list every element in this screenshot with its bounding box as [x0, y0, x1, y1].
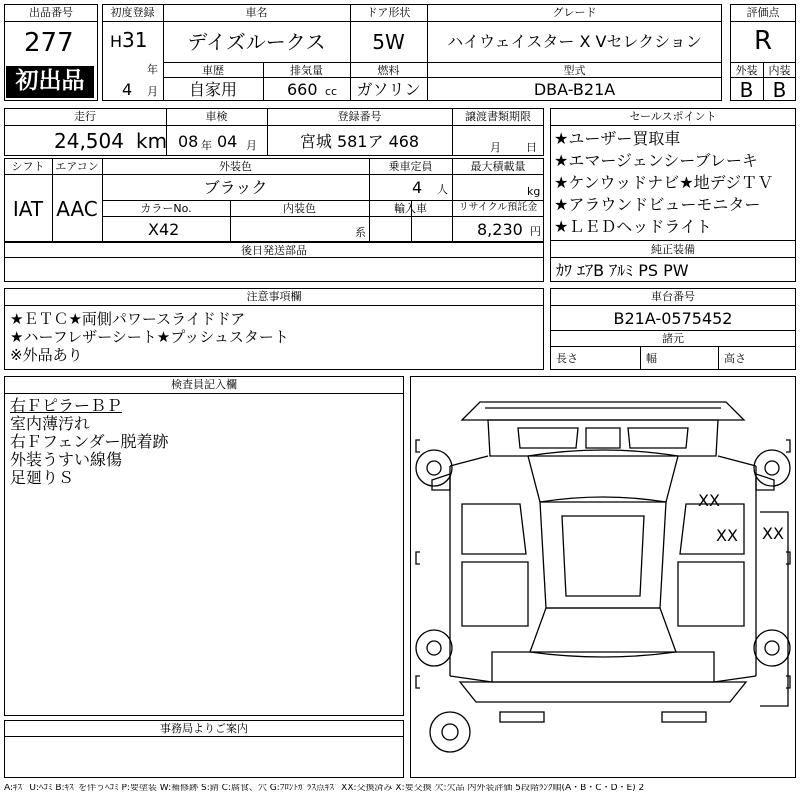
int-color-unit: 系: [355, 226, 366, 239]
car-diagram: [410, 376, 796, 778]
model-label: 車名: [245, 6, 268, 19]
inspection-label: 車検: [205, 110, 228, 123]
score: R: [753, 26, 773, 56]
lot-number: 277: [24, 28, 74, 58]
load-unit: kg: [527, 185, 541, 198]
first-listing-text: 初出品: [15, 68, 85, 94]
displacement-unit: cc: [325, 85, 338, 98]
inspector-line: 右ＦピラーＢＰ: [10, 396, 123, 415]
color-no-label: カラーNo.: [140, 202, 192, 215]
sales-point: ★ケンウッドナビ★地デジＴＶ: [554, 173, 774, 192]
ac-label: エアコン: [55, 160, 99, 173]
capacity-label: 乗車定員: [388, 160, 433, 173]
insp-month-unit: 月: [246, 139, 257, 152]
sales-label: セールスポイント: [629, 110, 717, 123]
ext-color: ブラック: [203, 178, 268, 197]
legend: A:ｷｽﾞ U:ﾍｺﾐ B:ｷｽﾞを伴うﾍｺﾐ P:要塗装 W:補修跡 S:錆 C:腐食、穴 G:ﾌﾛﾝﾄｶﾞﾗｽ点ｷｽﾞ XX:交換済み X:要交換 欠:欠品 内外装評価 5段階ﾗﾝｸ順(A・B・C・D・E) 2: [4, 784, 645, 793]
dim-length: 長さ: [556, 352, 578, 365]
int-label: 内装: [768, 64, 791, 77]
fuel: ガソリン: [356, 80, 421, 99]
history: 自家用: [188, 80, 237, 99]
transfer-day: 日: [526, 141, 537, 154]
displacement: 660: [287, 80, 318, 99]
grade-label: グレード: [552, 6, 597, 19]
score-label: 評価点: [746, 6, 780, 19]
equipment-label: 純正装備: [651, 243, 695, 256]
damage-mark-xx: XX: [698, 491, 720, 510]
int-grade: B: [772, 78, 787, 102]
door-label: ドア形状: [366, 6, 411, 19]
chassis-number: B21A-0575452: [613, 309, 733, 328]
grade: ハイウェイスター X Vセレクション: [447, 32, 702, 51]
later-parts-label: 後日発送部品: [241, 244, 307, 257]
ext-label: 外装: [735, 64, 758, 77]
sales-point: ★エマージェンシーブレーキ: [554, 151, 758, 170]
door-shape: 5W: [372, 30, 405, 54]
load-label: 最大積載量: [470, 160, 526, 173]
ext-grade: B: [739, 78, 754, 102]
reg-year: 31: [122, 28, 148, 52]
mileage-label: 走行: [74, 110, 96, 123]
ext-color-label: 外装色: [219, 160, 252, 173]
int-color-label: 内装色: [283, 202, 316, 215]
reg-year-unit: 年: [147, 63, 158, 76]
dim-height: 高さ: [724, 352, 746, 365]
capacity-unit: 人: [437, 183, 448, 196]
insp-year-unit: 年: [201, 139, 212, 152]
import-label: 輸入車: [394, 202, 427, 215]
plate: 宮城 581ア 468: [299, 132, 420, 151]
sales-point: ★ユーザー買取車: [554, 129, 681, 148]
transfer-label: 譲渡書類期限: [465, 110, 531, 123]
sales-point: ★アラウンドビューモニター: [554, 195, 761, 214]
sales-point: ★ＬＥＤヘッドライト: [554, 217, 712, 236]
dim-width: 幅: [646, 352, 657, 365]
type-label: 型式: [563, 64, 586, 77]
equipment: ｶﾜ ｴｱB ｱﾙﾐ PS PW: [556, 261, 689, 280]
displacement-label: 排気量: [290, 64, 323, 77]
reg-month-unit: 月: [147, 85, 158, 98]
recycle-label: リサイクル預託金: [458, 202, 538, 213]
history-label: 車歴: [202, 64, 224, 77]
ac: AAC: [56, 197, 98, 221]
model-type: DBA-B21A: [533, 80, 616, 99]
mileage-unit: km: [136, 129, 168, 153]
era: H: [110, 32, 123, 51]
insp-year: 08: [178, 132, 199, 151]
dims-label: 諸元: [662, 332, 684, 345]
lot-label: 出品番号: [29, 6, 73, 19]
notes-label: 注意事項欄: [246, 290, 302, 303]
recycle-unit: 円: [530, 225, 541, 238]
damage-mark-xx: XX: [716, 526, 738, 545]
model-name: デイズルークス: [187, 30, 326, 54]
inspector-label: 検査員記入欄: [171, 378, 237, 391]
color-no: X42: [148, 220, 180, 239]
note-line: ★ＥＴＣ★両側パワースライドドア: [10, 310, 246, 328]
mileage: 24,504: [54, 129, 124, 153]
recycle-fee: 8,230: [477, 220, 523, 239]
insp-month: 04: [217, 132, 238, 151]
inspector-line: 足廻りＳ: [10, 468, 75, 487]
note-line: ※外品あり: [10, 346, 83, 364]
transfer-month: 月: [490, 141, 501, 154]
reg-month: 4: [122, 80, 133, 99]
damage-mark-xx: XX: [762, 524, 784, 543]
office-label: 事務局よりご案内: [160, 722, 248, 735]
note-line: ★ハーフレザーシート★プッシュスタート: [10, 328, 289, 346]
first-reg-label: 初度登録: [110, 6, 155, 19]
fuel-label: 燃料: [377, 64, 400, 77]
shift: IAT: [12, 197, 44, 221]
inspector-line: 室内薄汚れ: [10, 414, 91, 433]
chassis-label: 車台番号: [651, 290, 695, 303]
plate-label: 登録番号: [337, 110, 382, 123]
capacity: 4: [412, 178, 423, 197]
shift-label: シフト: [11, 160, 45, 173]
inspector-line: 外装うすい線傷: [10, 450, 123, 469]
inspector-line: 右Ｆフェンダー脱着跡: [10, 432, 169, 451]
